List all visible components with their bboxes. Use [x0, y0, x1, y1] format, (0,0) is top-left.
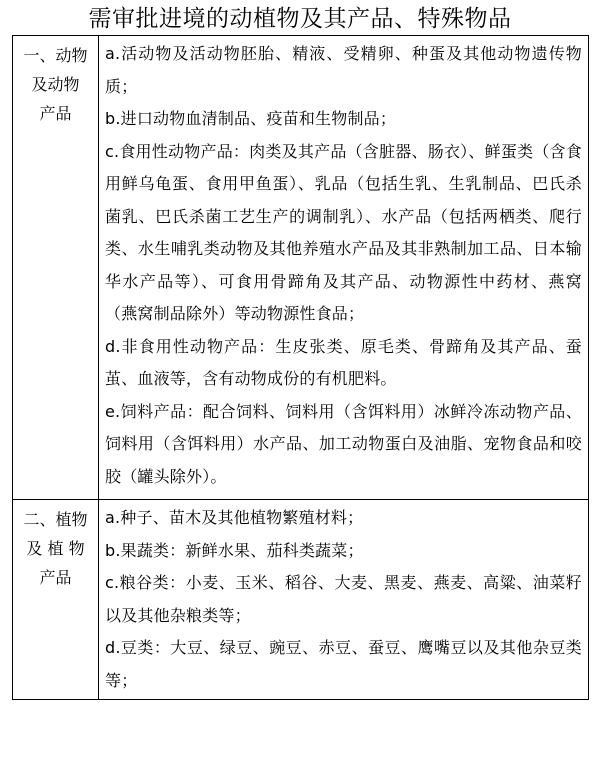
list-item: a.种子、苗木及其他植物繁殖材料；: [105, 508, 364, 527]
list-item: d.非食用性动物产品：生皮张类、原毛类、骨蹄角及其产品、蚕茧、血液等，含有动物成份的有机肥料。: [105, 336, 582, 388]
category-label-line: 产品: [39, 568, 72, 587]
items-cell-animal: [99, 36, 589, 500]
table-row: [13, 36, 589, 500]
approval-goods-table: [12, 35, 589, 700]
list-item: c.食用性动物产品：肉类及其产品（含脏器、肠衣）、鲜蛋类（含食用鲜乌龟蛋、食用甲鱼蛋）、乳品（包括生乳、生乳制品、巴氏杀菌乳、巴氏杀菌工艺生产的调制乳）、水产品（包括两栖类、爬行类、水生哺乳类动物及其他养殖水产品及其非熟制加工品、日本输华水产品等）、可食用骨蹄角及其产品、动物源性中药材、燕窝（燕窝制品除外）等动物源性食品；: [105, 141, 582, 323]
category-label-line: 一、动物: [23, 46, 88, 65]
category-label-line: 及动物: [31, 75, 80, 94]
category-label-line: 二、植物: [23, 510, 88, 529]
category-label-line: 产品: [39, 104, 72, 123]
list-item: b.进口动物血清制品、疫苗和生物制品；: [105, 109, 397, 128]
list-item: d.豆类：大豆、绿豆、豌豆、赤豆、蚕豆、鹰嘴豆以及其他杂豆类等；: [105, 638, 582, 690]
table-row: [13, 500, 589, 700]
items-cell-plant: [99, 500, 589, 700]
list-item: e.饲料产品：配合饲料、饲料用（含饵料用）冰鲜冷冻动物产品、饲料用（含饵料用）水产品、加工动物蛋白及油脂、宠物食品和咬胶（罐头除外）。: [105, 401, 582, 486]
category-cell-animal: [13, 36, 99, 500]
list-item: b.果蔬类：新鲜水果、茄科类蔬菜；: [105, 540, 364, 560]
list-item: c.粮谷类：小麦、玉米、稻谷、大麦、黑麦、燕麦、高粱、油菜籽以及其他杂粮类等；: [105, 573, 582, 625]
page-title: 需审批进境的动植物及其产品、特殊物品: [88, 6, 512, 32]
category-label-line: 及 植 物: [26, 539, 85, 558]
list-item: a.活动物及活动物胚胎、精液、受精卵、种蛋及其他动物遗传物质；: [105, 44, 582, 96]
category-cell-plant: [13, 500, 99, 700]
